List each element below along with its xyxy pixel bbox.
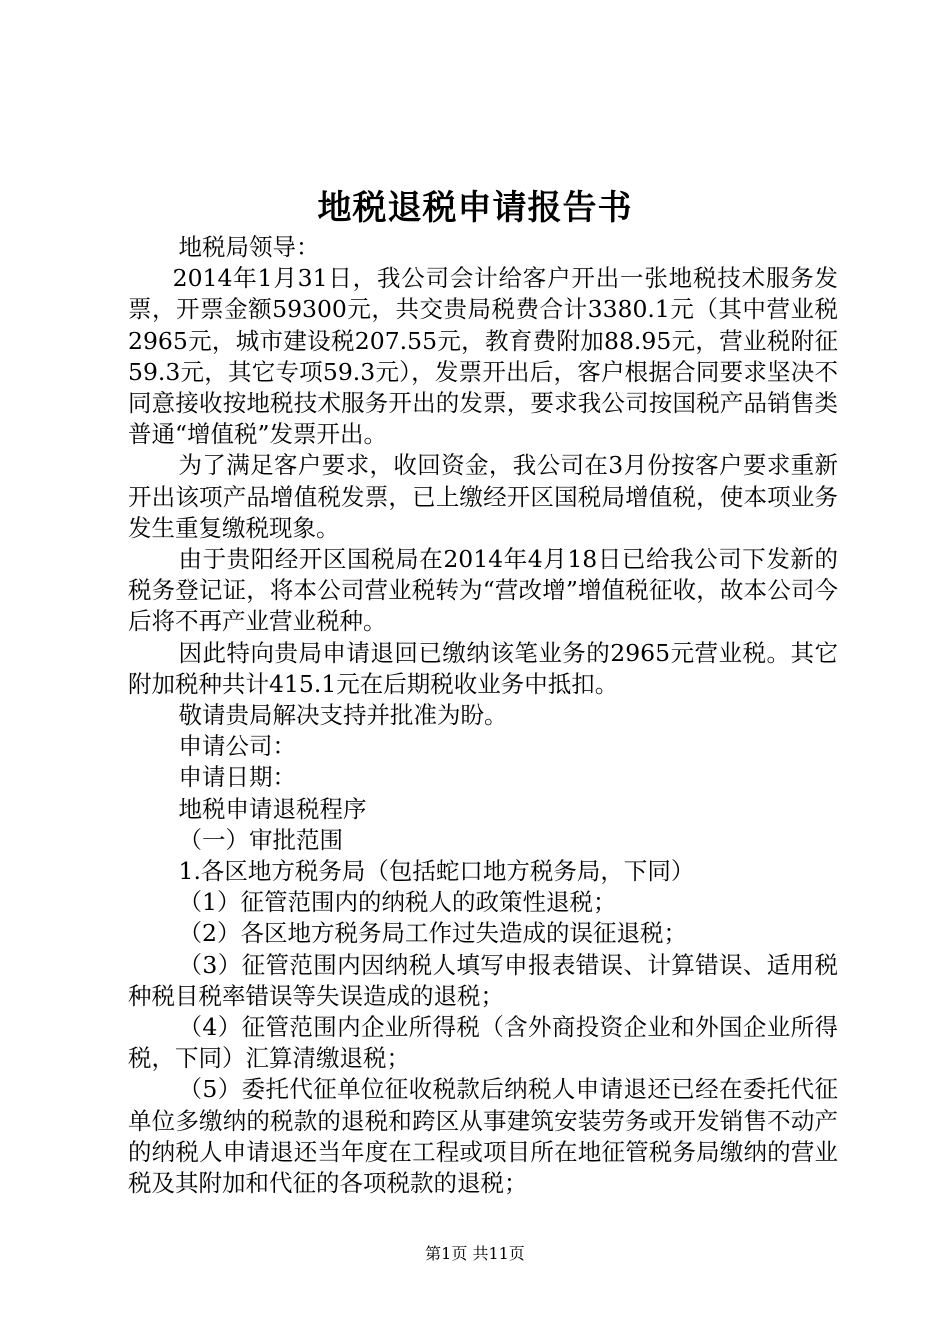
salutation: 地税局领导： bbox=[178, 233, 320, 261]
list-item: （5）委托代征单位征收税款后纳税人申请退还已经在委托代征单位多缴纳的税款的退税和跨区从事建筑安装劳务或开发销售不动产的纳税人申请退还当年度在工程或项目所在地征管税务局缴纳的营业税及其附加和代征的各项税款的退税； bbox=[128, 1075, 838, 1198]
list-item: （4）征管范围内企业所得税（含外商投资企业和外国企业所得税，下同）汇算清缴退税； bbox=[128, 1013, 838, 1073]
document-title: 地税退税申请报告书 bbox=[317, 188, 633, 228]
list-item: （2）各区地方税务局工作过失造成的误征退税； bbox=[178, 919, 687, 948]
list-heading: 1.各区地方税务局（包括蛇口地方税务局，下同） bbox=[178, 857, 695, 886]
document-body bbox=[128, 232, 838, 1199]
paragraph-closing: 敬请贵局解决支持并批准为盼。 bbox=[178, 701, 508, 730]
list-item: （1）征管范围内的纳税人的政策性退税； bbox=[178, 888, 617, 917]
paragraph-registration: 由于贵阳经开区国税局在2014年4月18日已给我公司下发新的税务登记证，将本公司营业税转为“营改增”增值税征收，故本公司今后将不再产业营业税种。 bbox=[128, 545, 838, 636]
applicant-company-label: 申请公司： bbox=[178, 732, 297, 761]
paragraph-invoice: 2014年1月31日，我公司会计给客户开出一张地税技术服务发票，开票金额59300元，共交贵局税费合计3380.1元（其中营业税2965元，城市建设税207.55元，教育费附加88.95元，营业税附征59.3元，其它专项59.3元），发票开出后，客户根据合同要求坚决不同意接收按地税技术服务开出的发票，要求我公司按国税产品销售类普通“增值税”发票开出。 bbox=[128, 264, 838, 449]
page-footer: 第1页 共11页 bbox=[425, 1244, 525, 1263]
list-item: （3）征管范围内因纳税人填写申报表错误、计算错误、适用税种税目税率错误等失误造成的退税； bbox=[128, 950, 838, 1010]
paragraph-request: 因此特向贵局申请退回已缴纳该笔业务的2965元营业税。其它附加税种共计415.1元在后期税收业务中抵扣。 bbox=[128, 638, 838, 698]
subsection-heading: （一）审批范围 bbox=[178, 825, 344, 854]
application-date-label: 申请日期： bbox=[178, 763, 297, 792]
paragraph-reissue: 为了满足客户要求，收回资金，我公司在3月份按客户要求重新开出该项产品增值税发票，已上缴经开区国税局增值税，使本项业务发生重复缴税现象。 bbox=[128, 451, 838, 542]
section-heading: 地税申请退税程序 bbox=[178, 794, 367, 823]
